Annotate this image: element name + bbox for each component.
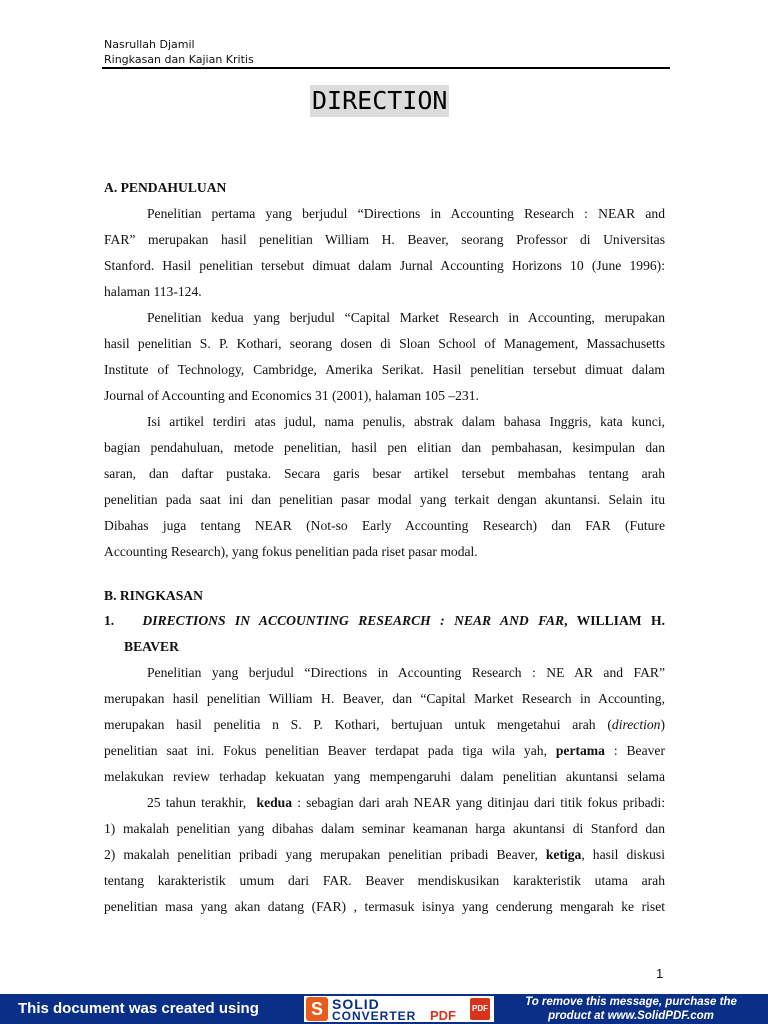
body-line: saran, dan daftar pustaka. Secara garis besar artikel tersebut membahas tentang arah	[104, 466, 665, 481]
logo-pdf-text: PDF	[430, 1008, 456, 1023]
text-run: merupakan hasil penelitia n S. P. Kothari, bertujuan untuk mengetahui arah (	[104, 717, 612, 732]
running-header	[104, 37, 670, 67]
body-line: bagian pendahuluan, metode penelitian, hasil pen elitian dan pembahasan, kesimpulan dan	[104, 440, 665, 455]
bold-term: pertama	[555, 743, 605, 758]
item-number: 1.	[104, 613, 115, 628]
bold-term: ketiga	[545, 847, 582, 862]
document-title: DIRECTION	[312, 86, 448, 115]
italic-term: direction	[611, 717, 661, 732]
watermark-banner	[0, 994, 768, 1024]
item-title-italic: DIRECTIONS IN ACCOUNTING RESEARCH : NEAR AND FAR	[142, 613, 565, 628]
body-line: Penelitian pertama yang berjudul “Directions in Accounting Research : NEAR and	[147, 206, 665, 221]
body-line	[147, 794, 665, 812]
body-line: merupakan hasil penelitian William H. Beaver, dan “Capital Market Research in Accounting,	[104, 691, 665, 706]
bold-term: kedua	[256, 795, 293, 810]
purchase-line2	[506, 1009, 756, 1023]
item-title-line2: BEAVER	[124, 639, 179, 654]
body-line	[104, 846, 665, 864]
body-line: FAR” merupakan hasil penelitian William H. Beaver, seorang Professor di Universitas	[104, 232, 665, 247]
page-number: 1	[656, 966, 664, 981]
text-run: : sebagian dari arah NEAR yang ditinjau dari titik fokus pribadi:	[297, 795, 665, 810]
purchase-line1: To remove this message, purchase the	[525, 996, 737, 1008]
text-run: , hasil diskusi	[581, 847, 665, 862]
banner-text: This document was created using	[18, 1000, 259, 1017]
body-line	[104, 716, 665, 734]
body-line: Stanford. Hasil penelitian tersebut dimuat dalam Jurnal Accounting Horizons 10 (June 1996):	[104, 258, 665, 273]
solid-converter-logo[interactable]	[304, 996, 494, 1022]
text-run: : Beaver	[613, 743, 665, 758]
section-b-heading: B. RINGKASAN	[104, 588, 203, 603]
logo-s-icon: S	[306, 997, 328, 1021]
body-line: melakukan review terhadap kekuatan yang mempengaruhi dalam penelitian akuntansi selama	[104, 769, 665, 784]
text-run: penelitian saat ini. Fokus penelitian Beaver terdapat pada tiga wila yah,	[104, 743, 547, 758]
body-line: 1) makalah penelitian yang dibahas dalam seminar keamanan harga akuntansi di Stanford dan	[104, 821, 665, 836]
section-a-heading: A. PENDAHULUAN	[104, 180, 227, 195]
logo-solid-text: SOLID	[332, 996, 380, 1012]
body-line: penelitian pada saat ini dan penelitian pasar modal yang terkait dengan akuntansi. Selain itu	[104, 492, 665, 507]
pdf-file-icon: PDF	[470, 998, 490, 1020]
body-line: Penelitian kedua yang berjudul “Capital Market Research in Accounting, merupakan	[147, 310, 665, 325]
body-line: Dibahas juga tentang NEAR (Not-so Early Accounting Research) dan FAR (Future	[104, 518, 665, 533]
solidpdf-link[interactable]: www.SolidPDF.com	[607, 1010, 714, 1022]
header-author: Nasrullah Djamil	[104, 38, 195, 51]
purchase-message	[506, 995, 756, 1023]
body-line: Institute of Technology, Cambridge, Amerika Serikat. Hasil penelitian tersebut dimuat dalam	[104, 362, 665, 377]
header-rule	[102, 67, 670, 69]
numbered-item-title	[104, 612, 665, 630]
body-line: penelitian masa yang akan datang (FAR) , termasuk isinya yang cenderung mengarah ke riset	[104, 899, 665, 914]
body-line: halaman 113-124.	[104, 284, 202, 299]
body-line: hasil penelitian S. P. Kothari, seorang dosen di Sloan School of Management, Massachusetts	[104, 336, 665, 351]
text-run: 25 tahun terakhir,	[147, 795, 247, 810]
text-run: 2) makalah penelitian pribadi yang merupakan penelitian pribadi Beaver,	[104, 847, 538, 862]
body-line: Accounting Research), yang fokus penelitian pada riset pasar modal.	[104, 544, 478, 559]
logo-converter-text: CONVERTER	[332, 1009, 417, 1023]
text-run: )	[660, 717, 665, 732]
body-line: Isi artikel terdiri atas judul, nama penulis, abstrak dalam bahasa Inggris, kata kunci,	[147, 414, 665, 429]
header-subtitle: Ringkasan dan Kajian Kritis	[104, 53, 254, 66]
body-line: Journal of Accounting and Economics 31 (2001), halaman 105 –231.	[104, 388, 479, 403]
item-title-rest: , WILLIAM H.	[564, 613, 665, 628]
body-line: Penelitian yang berjudul “Directions in Accounting Research : NE AR and FAR”	[147, 665, 665, 680]
purchase-prefix: product at	[548, 1010, 605, 1022]
body-line: tentang karakteristik umum dari FAR. Beaver mendiskusikan karakteristik utama arah	[104, 873, 665, 888]
body-line	[104, 742, 665, 760]
